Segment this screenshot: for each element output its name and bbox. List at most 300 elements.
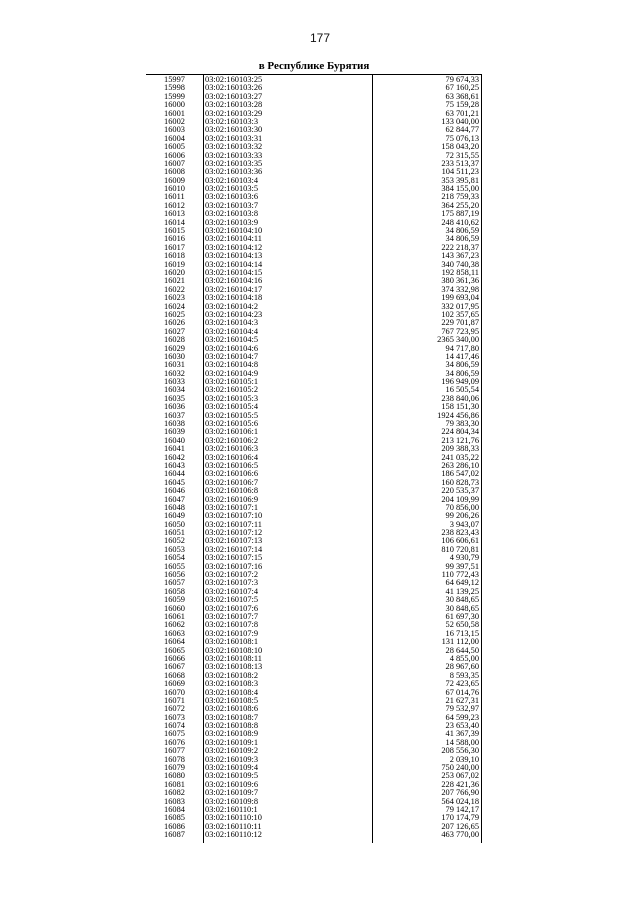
row-number-cell: 16035 — [164, 393, 185, 403]
row-number-cell: 16050 — [164, 519, 185, 529]
row-number-cell: 16075 — [164, 729, 185, 739]
row-number-cell: 16056 — [164, 570, 185, 580]
table-row — [146, 722, 482, 730]
table-row — [146, 772, 482, 780]
cadastral-number-cell: 03:02:160107:4 — [205, 586, 259, 596]
row-number-cell: 16073 — [164, 712, 185, 722]
table-row — [146, 613, 482, 621]
table-row — [146, 261, 482, 269]
cadastral-number-cell: 03:02:160107:7 — [205, 612, 259, 621]
cadastral-value-cell: 79 532,97 — [445, 704, 479, 714]
row-number-cell: 16017 — [164, 242, 185, 252]
cadastral-number-cell: 03:02:160105:5 — [205, 410, 259, 420]
cadastral-number-cell: 03:02:160104:10 — [205, 226, 263, 236]
row-number-cell: 16001 — [164, 108, 185, 118]
cadastral-value-cell: 67 014,76 — [445, 687, 479, 697]
cadastral-value-cell: 208 556,30 — [441, 746, 479, 756]
cadastral-value-cell: 14 588,00 — [445, 737, 479, 747]
cadastral-value-cell: 160 828,73 — [441, 477, 479, 487]
cadastral-value-cell: 209 388,33 — [441, 444, 479, 454]
row-number-cell: 16039 — [164, 427, 185, 437]
cadastral-number-cell: 03:02:160104:17 — [205, 284, 263, 294]
table-row — [146, 252, 482, 260]
table-row — [146, 521, 482, 529]
table-row — [146, 512, 482, 520]
cadastral-number-cell: 03:02:160109:2 — [205, 746, 259, 756]
cadastral-value-cell: 28 967,60 — [445, 662, 479, 672]
table-row — [146, 588, 482, 596]
row-number-cell: 16057 — [164, 578, 185, 588]
cadastral-number-cell: 03:02:160104:7 — [205, 351, 259, 361]
cadastral-value-cell: 1924 456,86 — [437, 410, 479, 420]
row-number-cell: 16044 — [164, 469, 185, 479]
row-number-cell: 16077 — [164, 746, 185, 756]
row-number-cell: 16024 — [164, 301, 185, 311]
table-row — [146, 76, 482, 84]
cadastral-value-cell: 67 160,25 — [445, 83, 479, 93]
table-row — [146, 328, 482, 336]
cadastral-value-cell: 102 357,65 — [441, 309, 479, 319]
table-row — [146, 579, 482, 587]
cadastral-number-cell: 03:02:160108:1 — [205, 637, 259, 647]
row-number-cell: 16048 — [164, 502, 185, 512]
row-number-cell: 16087 — [164, 830, 185, 840]
table-row — [146, 311, 482, 319]
row-number-cell: 16005 — [164, 142, 185, 152]
row-number-cell: 16037 — [164, 410, 185, 420]
cadastral-number-cell: 03:02:160104:5 — [205, 335, 259, 345]
cadastral-number-cell: 03:02:160109:5 — [205, 771, 259, 781]
cadastral-number-cell: 03:02:160104:8 — [205, 360, 259, 370]
cadastral-value-cell: 380 361,36 — [441, 276, 479, 286]
table-row — [146, 672, 482, 680]
row-number-cell: 16003 — [164, 125, 185, 135]
cadastral-number-cell: 03:02:160103:33 — [205, 150, 263, 160]
cadastral-value-cell: 158 151,30 — [441, 402, 479, 412]
cadastral-number-cell: 03:02:160110:11 — [205, 821, 262, 831]
cadastral-value-cell: 34 806,59 — [445, 234, 479, 244]
table-row — [146, 630, 482, 638]
cadastral-value-cell: 143 367,23 — [441, 251, 479, 261]
table-row — [146, 831, 482, 839]
cadastral-value-cell: 170 174,79 — [441, 813, 479, 823]
cadastral-value-cell: 72 315,55 — [445, 150, 479, 160]
table-row — [146, 764, 482, 772]
cadastral-value-cell: 238 840,06 — [441, 393, 479, 403]
row-number-cell: 16061 — [164, 612, 185, 621]
row-number-cell: 15999 — [164, 91, 185, 101]
table-row — [146, 193, 482, 201]
cadastral-value-cell: 79 142,17 — [445, 804, 479, 814]
row-number-cell: 16012 — [164, 200, 185, 210]
cadastral-value-cell: 23 653,40 — [445, 721, 479, 731]
cadastral-number-cell: 03:02:160103:6 — [205, 192, 259, 202]
cadastral-value-cell: 64 599,23 — [445, 712, 479, 722]
cadastral-value-cell: 196 949,09 — [441, 377, 479, 387]
row-number-cell: 16019 — [164, 259, 185, 269]
cadastral-value-cell: 64 649,12 — [445, 578, 479, 588]
cadastral-number-cell: 03:02:160103:32 — [205, 142, 263, 152]
cadastral-number-cell: 03:02:160107:15 — [205, 553, 263, 563]
cadastral-number-cell: 03:02:160105:3 — [205, 393, 259, 403]
table-row — [146, 135, 482, 143]
row-number-cell: 16016 — [164, 234, 185, 244]
cadastral-value-cell: 72 423,65 — [445, 679, 479, 689]
cadastral-value-cell: 61 697,30 — [445, 612, 479, 621]
row-number-cell: 16007 — [164, 158, 185, 168]
table-row — [146, 487, 482, 495]
row-number-cell: 16071 — [164, 695, 185, 705]
row-number-cell: 16052 — [164, 536, 185, 546]
table-row — [146, 110, 482, 118]
cadastral-number-cell: 03:02:160103:9 — [205, 217, 259, 227]
cadastral-value-cell: 28 644,50 — [445, 645, 479, 655]
table-row — [146, 118, 482, 126]
cadastral-number-cell: 03:02:160110:12 — [205, 830, 262, 840]
row-number-cell: 15998 — [164, 83, 185, 93]
table-row — [146, 143, 482, 151]
table-row — [146, 185, 482, 193]
cadastral-value-cell: 34 806,59 — [445, 368, 479, 378]
table-row — [146, 806, 482, 814]
cadastral-value-cell: 30 848,65 — [445, 603, 479, 613]
cadastral-number-cell: 03:02:160110:1 — [205, 804, 258, 814]
cadastral-number-cell: 03:02:160106:4 — [205, 452, 259, 462]
table-row — [146, 160, 482, 168]
row-number-cell: 16013 — [164, 209, 185, 219]
cadastral-value-cell: 63 701,21 — [445, 108, 479, 118]
table-row — [146, 504, 482, 512]
row-number-cell: 16082 — [164, 788, 185, 798]
cadastral-value-cell: 364 255,20 — [441, 200, 479, 210]
table-row — [146, 714, 482, 722]
cadastral-value-cell: 218 759,33 — [441, 192, 479, 202]
cadastral-number-cell: 03:02:160103:35 — [205, 158, 263, 168]
cadastral-value-cell: 238 823,43 — [441, 528, 479, 538]
table-row — [146, 705, 482, 713]
row-number-cell: 16015 — [164, 226, 185, 236]
cadastral-number-cell: 03:02:160108:10 — [205, 645, 263, 655]
table-row — [146, 479, 482, 487]
cadastral-value-cell: 750 240,00 — [441, 763, 479, 773]
cadastral-number-cell: 03:02:160108:7 — [205, 712, 259, 722]
table-row — [146, 655, 482, 663]
cadastral-number-cell: 03:02:160104:6 — [205, 343, 259, 353]
row-number-cell: 16038 — [164, 419, 185, 429]
cadastral-number-cell: 03:02:160106:8 — [205, 486, 259, 496]
table-row — [146, 596, 482, 604]
cadastral-number-cell: 03:02:160103:30 — [205, 125, 263, 135]
table-row — [146, 663, 482, 671]
cadastral-value-cell: 79 674,33 — [445, 75, 479, 84]
cadastral-number-cell: 03:02:160108:4 — [205, 687, 259, 697]
table-row — [146, 361, 482, 369]
cadastral-number-cell: 03:02:160108:11 — [205, 653, 262, 663]
table-row — [146, 798, 482, 806]
cadastral-value-cell: 207 126,65 — [441, 821, 479, 831]
cadastral-value-cell: 79 383,30 — [445, 419, 479, 429]
table-row — [146, 730, 482, 738]
cadastral-value-cell: 21 627,31 — [445, 695, 479, 705]
row-number-cell: 16033 — [164, 377, 185, 387]
cadastral-number-cell: 03:02:160104:2 — [205, 301, 259, 311]
table-row — [146, 219, 482, 227]
cadastral-value-cell: 199 693,04 — [441, 293, 479, 303]
row-number-cell: 16060 — [164, 603, 185, 613]
cadastral-value-cell: 241 035,22 — [441, 452, 479, 462]
row-number-cell: 16032 — [164, 368, 185, 378]
table-row — [146, 152, 482, 160]
cadastral-value-cell: 75 076,13 — [445, 133, 479, 143]
row-number-cell: 16045 — [164, 477, 185, 487]
cadastral-value-cell: 374 332,98 — [441, 284, 479, 294]
table-row — [146, 286, 482, 294]
cadastral-number-cell: 03:02:160107:10 — [205, 511, 263, 521]
row-number-cell: 16011 — [164, 192, 185, 202]
cadastral-value-cell: 463 770,00 — [441, 830, 479, 840]
cadastral-number-cell: 03:02:160106:7 — [205, 477, 259, 487]
table-row — [146, 454, 482, 462]
cadastral-value-cell: 62 844,77 — [445, 125, 479, 135]
cadastral-number-cell: 03:02:160109:8 — [205, 796, 259, 806]
cadastral-number-cell: 03:02:160108:13 — [205, 662, 263, 672]
row-number-cell: 16047 — [164, 494, 185, 504]
table-row — [146, 235, 482, 243]
cadastral-value-cell: 340 740,38 — [441, 259, 479, 269]
row-number-cell: 16010 — [164, 184, 185, 194]
cadastral-number-cell: 03:02:160109:1 — [205, 737, 259, 747]
cadastral-value-cell: 133 040,00 — [441, 116, 479, 126]
cadastral-value-cell: 99 206,26 — [445, 511, 479, 521]
row-number-cell: 16085 — [164, 813, 185, 823]
row-number-cell: 16036 — [164, 402, 185, 412]
table-row — [146, 378, 482, 386]
cadastral-number-cell: 03:02:160107:14 — [205, 544, 263, 554]
row-number-cell: 16022 — [164, 284, 185, 294]
cadastral-number-cell: 03:02:160107:6 — [205, 603, 259, 613]
row-number-cell: 16034 — [164, 385, 185, 395]
cadastral-value-cell: 30 848,65 — [445, 595, 479, 605]
table-row — [146, 428, 482, 436]
table-row — [146, 781, 482, 789]
table-row — [146, 621, 482, 629]
cadastral-number-cell: 03:02:160106:2 — [205, 435, 259, 445]
row-number-cell: 16008 — [164, 167, 185, 177]
row-number-cell: 16078 — [164, 754, 185, 764]
cadastral-number-cell: 03:02:160109:4 — [205, 763, 259, 773]
row-number-cell: 16064 — [164, 637, 185, 647]
row-number-cell: 16069 — [164, 679, 185, 689]
table-row — [146, 437, 482, 445]
table-row — [146, 420, 482, 428]
row-number-cell: 16018 — [164, 251, 185, 261]
cadastral-number-cell: 03:02:160107:5 — [205, 595, 259, 605]
table-row — [146, 403, 482, 411]
table-row — [146, 546, 482, 554]
cadastral-value-cell: 75 159,28 — [445, 100, 479, 110]
row-number-cell: 16072 — [164, 704, 185, 714]
table-row — [146, 303, 482, 311]
row-number-cell: 16062 — [164, 620, 185, 630]
cadastral-number-cell: 03:02:160108:3 — [205, 679, 259, 689]
table-row — [146, 747, 482, 755]
cadastral-value-cell: 110 772,43 — [441, 570, 479, 580]
table-row — [146, 101, 482, 109]
row-number-cell: 16030 — [164, 351, 185, 361]
row-number-cell: 16079 — [164, 763, 185, 773]
cadastral-number-cell: 03:02:160110:10 — [205, 813, 262, 823]
row-number-cell: 16066 — [164, 653, 185, 663]
cadastral-value-cell: 222 218,37 — [441, 242, 479, 252]
cadastral-number-cell: 03:02:160104:16 — [205, 276, 263, 286]
table-body — [146, 76, 482, 840]
cadastral-number-cell: 03:02:160103:31 — [205, 133, 263, 143]
cadastral-number-cell: 03:02:160107:3 — [205, 578, 259, 588]
cadastral-value-cell: 2365 340,00 — [437, 335, 479, 345]
cadastral-value-cell: 158 043,20 — [441, 142, 479, 152]
row-number-cell: 16020 — [164, 267, 185, 277]
cadastral-value-table — [146, 74, 482, 843]
cadastral-value-cell: 353 395,81 — [441, 175, 479, 185]
row-number-cell: 16023 — [164, 293, 185, 303]
cadastral-value-cell: 263 286,10 — [441, 460, 479, 470]
table-row — [146, 168, 482, 176]
cadastral-value-cell: 16 505,54 — [445, 385, 479, 395]
table-row — [146, 336, 482, 344]
cadastral-number-cell: 03:02:160107:11 — [205, 519, 262, 529]
table-row — [146, 470, 482, 478]
table-row — [146, 412, 482, 420]
cadastral-value-cell: 34 806,59 — [445, 360, 479, 370]
row-number-cell: 16031 — [164, 360, 185, 370]
table-row — [146, 756, 482, 764]
cadastral-number-cell: 03:02:160104:4 — [205, 326, 259, 336]
table-row — [146, 386, 482, 394]
row-number-cell: 15997 — [164, 75, 185, 84]
cadastral-value-cell: 106 606,61 — [441, 536, 479, 546]
cadastral-value-cell: 3 943,07 — [449, 519, 479, 529]
cadastral-number-cell: 03:02:160108:2 — [205, 670, 259, 680]
row-number-cell: 16086 — [164, 821, 185, 831]
cadastral-number-cell: 03:02:160106:9 — [205, 494, 259, 504]
row-number-cell: 16055 — [164, 561, 185, 571]
cadastral-number-cell: 03:02:160107:2 — [205, 570, 259, 580]
row-number-cell: 16021 — [164, 276, 185, 286]
table-row — [146, 345, 482, 353]
table-row — [146, 537, 482, 545]
cadastral-number-cell: 03:02:160103:36 — [205, 167, 263, 177]
cadastral-number-cell: 03:02:160104:18 — [205, 293, 263, 303]
cadastral-number-cell: 03:02:160104:9 — [205, 368, 259, 378]
cadastral-value-cell: 104 511,23 — [441, 167, 479, 177]
table-row — [146, 445, 482, 453]
row-number-cell: 16065 — [164, 645, 185, 655]
cadastral-value-cell: 186 547,02 — [441, 469, 479, 479]
cadastral-value-cell: 767 723,95 — [441, 326, 479, 336]
cadastral-value-cell: 99 397,51 — [445, 561, 479, 571]
table-row — [146, 823, 482, 831]
table-row — [146, 496, 482, 504]
cadastral-number-cell: 03:02:160107:8 — [205, 620, 259, 630]
cadastral-value-cell: 220 535,37 — [441, 486, 479, 496]
table-row — [146, 571, 482, 579]
cadastral-number-cell: 03:02:160106:5 — [205, 460, 259, 470]
cadastral-value-cell: 207 766,90 — [441, 788, 479, 798]
page-number: 177 — [309, 31, 331, 45]
cadastral-number-cell: 03:02:160107:1 — [205, 502, 259, 512]
cadastral-number-cell: 03:02:160103:7 — [205, 200, 259, 210]
row-number-cell: 16076 — [164, 737, 185, 747]
cadastral-number-cell: 03:02:160104:23 — [205, 309, 263, 319]
cadastral-number-cell: 03:02:160105:1 — [205, 377, 259, 387]
cadastral-number-cell: 03:02:160107:16 — [205, 561, 263, 571]
cadastral-value-cell: 41 139,25 — [445, 586, 479, 596]
cadastral-number-cell: 03:02:160106:1 — [205, 427, 259, 437]
row-number-cell: 16029 — [164, 343, 185, 353]
cadastral-number-cell: 03:02:160104:3 — [205, 318, 259, 328]
cadastral-number-cell: 03:02:160104:12 — [205, 242, 263, 252]
row-number-cell: 16027 — [164, 326, 185, 336]
cadastral-number-cell: 03:02:160104:15 — [205, 267, 263, 277]
cadastral-value-cell: 175 887,19 — [441, 209, 479, 219]
cadastral-number-cell: 03:02:160104:13 — [205, 251, 263, 261]
cadastral-number-cell: 03:02:160108:6 — [205, 704, 259, 714]
cadastral-number-cell: 03:02:160103:28 — [205, 100, 263, 110]
row-number-cell: 16058 — [164, 586, 185, 596]
cadastral-number-cell: 03:02:160103:4 — [205, 175, 259, 185]
row-number-cell: 16059 — [164, 595, 185, 605]
table-row — [146, 789, 482, 797]
cadastral-number-cell: 03:02:160106:6 — [205, 469, 259, 479]
cadastral-number-cell: 03:02:160103:8 — [205, 209, 259, 219]
cadastral-value-cell: 4 930,79 — [449, 553, 479, 563]
cadastral-value-cell: 224 804,34 — [441, 427, 479, 437]
table-row — [146, 202, 482, 210]
cadastral-value-cell: 192 858,11 — [441, 267, 479, 277]
cadastral-number-cell: 03:02:160105:2 — [205, 385, 259, 395]
section-title: в Республике Бурятия — [258, 60, 370, 72]
cadastral-value-cell: 229 701,87 — [441, 318, 479, 328]
row-number-cell: 16046 — [164, 486, 185, 496]
row-number-cell: 16000 — [164, 100, 185, 110]
cadastral-value-cell: 41 367,39 — [445, 729, 479, 739]
row-number-cell: 16083 — [164, 796, 185, 806]
row-number-cell: 16053 — [164, 544, 185, 554]
row-number-cell: 16009 — [164, 175, 185, 185]
cadastral-value-cell: 2 039,10 — [449, 754, 479, 764]
cadastral-number-cell: 03:02:160109:3 — [205, 754, 259, 764]
table-row — [146, 680, 482, 688]
cadastral-value-cell: 8 593,35 — [449, 670, 479, 680]
cadastral-value-cell: 233 513,37 — [441, 158, 479, 168]
row-number-cell: 16054 — [164, 553, 185, 563]
cadastral-number-cell: 03:02:160103:25 — [205, 75, 263, 84]
table-row — [146, 370, 482, 378]
cadastral-value-cell: 248 410,62 — [441, 217, 479, 227]
cadastral-value-cell: 228 421,36 — [441, 779, 479, 789]
table-row — [146, 529, 482, 537]
cadastral-number-cell: 03:02:160105:6 — [205, 419, 259, 429]
row-number-cell: 16004 — [164, 133, 185, 143]
row-number-cell: 16041 — [164, 444, 185, 454]
cadastral-value-cell: 213 121,76 — [441, 435, 479, 445]
row-number-cell: 16067 — [164, 662, 185, 672]
table-row — [146, 462, 482, 470]
table-row — [146, 244, 482, 252]
row-number-cell: 16049 — [164, 511, 185, 521]
table-row — [146, 647, 482, 655]
row-number-cell: 16068 — [164, 670, 185, 680]
